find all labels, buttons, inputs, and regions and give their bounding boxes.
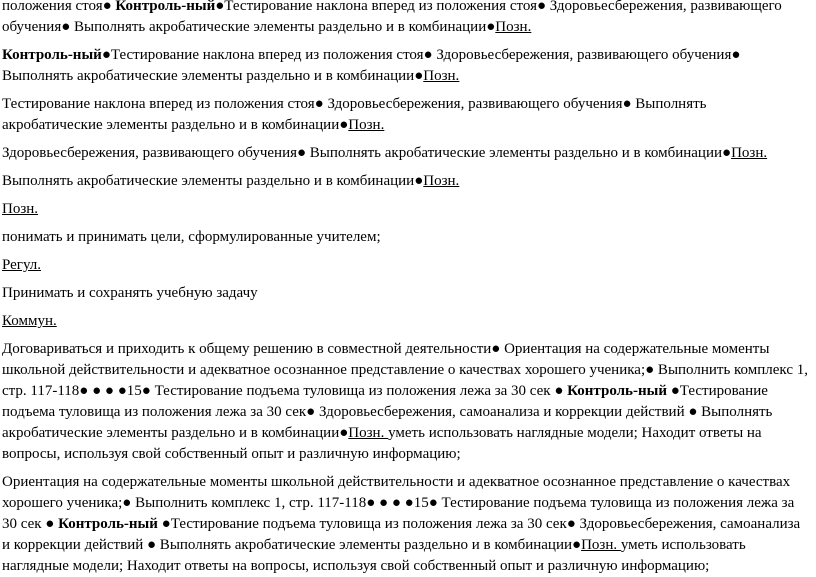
poz-link: Позн. xyxy=(495,19,532,35)
paragraph-9 xyxy=(2,283,808,304)
bold-heading: ● Контроль-ный xyxy=(45,516,158,532)
paragraph-6 xyxy=(2,199,808,220)
poz-link: Позн. xyxy=(423,68,460,84)
text-run: ●Тестирование подъема туловища из положения лежа за 30 сек● Здоровьесбережения, самоанализа и коррекции действий ● Выполнять акробатические элементы раздельно и в комбинации● xyxy=(2,383,773,441)
bold-heading: Контроль-ный xyxy=(115,0,216,14)
paragraph-1 xyxy=(2,0,808,38)
text-run: Принимать и сохранять учебную задачу xyxy=(2,285,258,301)
paragraph-7 xyxy=(2,227,808,248)
poz-link: Позн. xyxy=(581,537,621,553)
text-run: понимать и принимать цели, сформулированные учителем; xyxy=(2,229,381,245)
document-page xyxy=(2,0,808,577)
text-run: Выполнять акробатические элементы раздельно и в комбинации● xyxy=(2,173,424,189)
poz-link: Позн. xyxy=(348,117,385,133)
text-run: Здоровьесбережения, развивающего обучения● Выполнять акробатические элементы раздельно и в комбинации● xyxy=(2,145,732,161)
kommun-heading: Коммун. xyxy=(2,313,57,329)
poz-link: Позн. xyxy=(731,145,768,161)
bold-heading: ● Контроль-ный xyxy=(554,383,667,399)
text-run: ●Тестирование подъема туловища из положения лежа за 30 сек● Здоровьесбережения, самоанализа и коррекции действий ● Выполнять акробатические элементы раздельно и в комбинации● xyxy=(2,516,801,553)
text-run: Ориентация на содержательные моменты школьной действительности и адекватное осознанное представление о качествах хорошего ученика;● Выполнить комплекс 1, стр. 117-118● ● ● ●15● Тестирование подъема туловища из положения лежа за 30 сек xyxy=(2,474,795,532)
text-run: ●Тестирование наклона вперед из положения стоя● Здоровьесбережения, развивающего обучения● Выполнять акробатические элементы раздельно и в комбинации● xyxy=(2,47,741,84)
text-run: уметь использовать наглядные модели; Находит ответы на вопросы, используя свой собственный опыт и различную информацию; xyxy=(2,537,746,574)
paragraph-2 xyxy=(2,45,808,87)
poz-link: Позн. xyxy=(423,173,460,189)
text-run: Тестирование наклона вперед из положения стоя● Здоровьесбережения, развивающего обучения● Выполнять акробатические элементы раздельно и в комбинации● xyxy=(2,96,707,133)
paragraph-10 xyxy=(2,311,808,332)
paragraph-5 xyxy=(2,171,808,192)
poz-link: Позн. xyxy=(348,425,389,441)
paragraph-4 xyxy=(2,143,808,164)
text-run: Договариваться и приходить к общему решению в совместной деятельности● Ориентация на содержательные моменты школьной действительности и адекватное осознанное представление о качествах хорошего ученика;● Выполнить комплекс 1, стр. 117-118● ● ● ●15● Тестирование подъема туловища из положения лежа за 30 сек xyxy=(2,341,809,399)
paragraph-8 xyxy=(2,255,808,276)
text-run: уметь использовать наглядные модели; Находит ответы на вопросы, используя свой собственный опыт и различную информацию; xyxy=(2,425,762,462)
paragraph-12 xyxy=(2,472,808,577)
bold-heading: Контроль-ный xyxy=(2,47,102,63)
text-run: ●Тестирование наклона вперед из положения стоя● Здоровьесбережения, развивающего обучения● Выполнять акробатические элементы раздельно и в комбинации● xyxy=(2,0,782,35)
paragraph-3 xyxy=(2,94,808,136)
regul-heading: Регул. xyxy=(2,257,42,273)
text-run: положения стоя● xyxy=(2,0,116,14)
paragraph-11 xyxy=(2,339,808,465)
poz-heading: Позн. xyxy=(2,201,39,217)
